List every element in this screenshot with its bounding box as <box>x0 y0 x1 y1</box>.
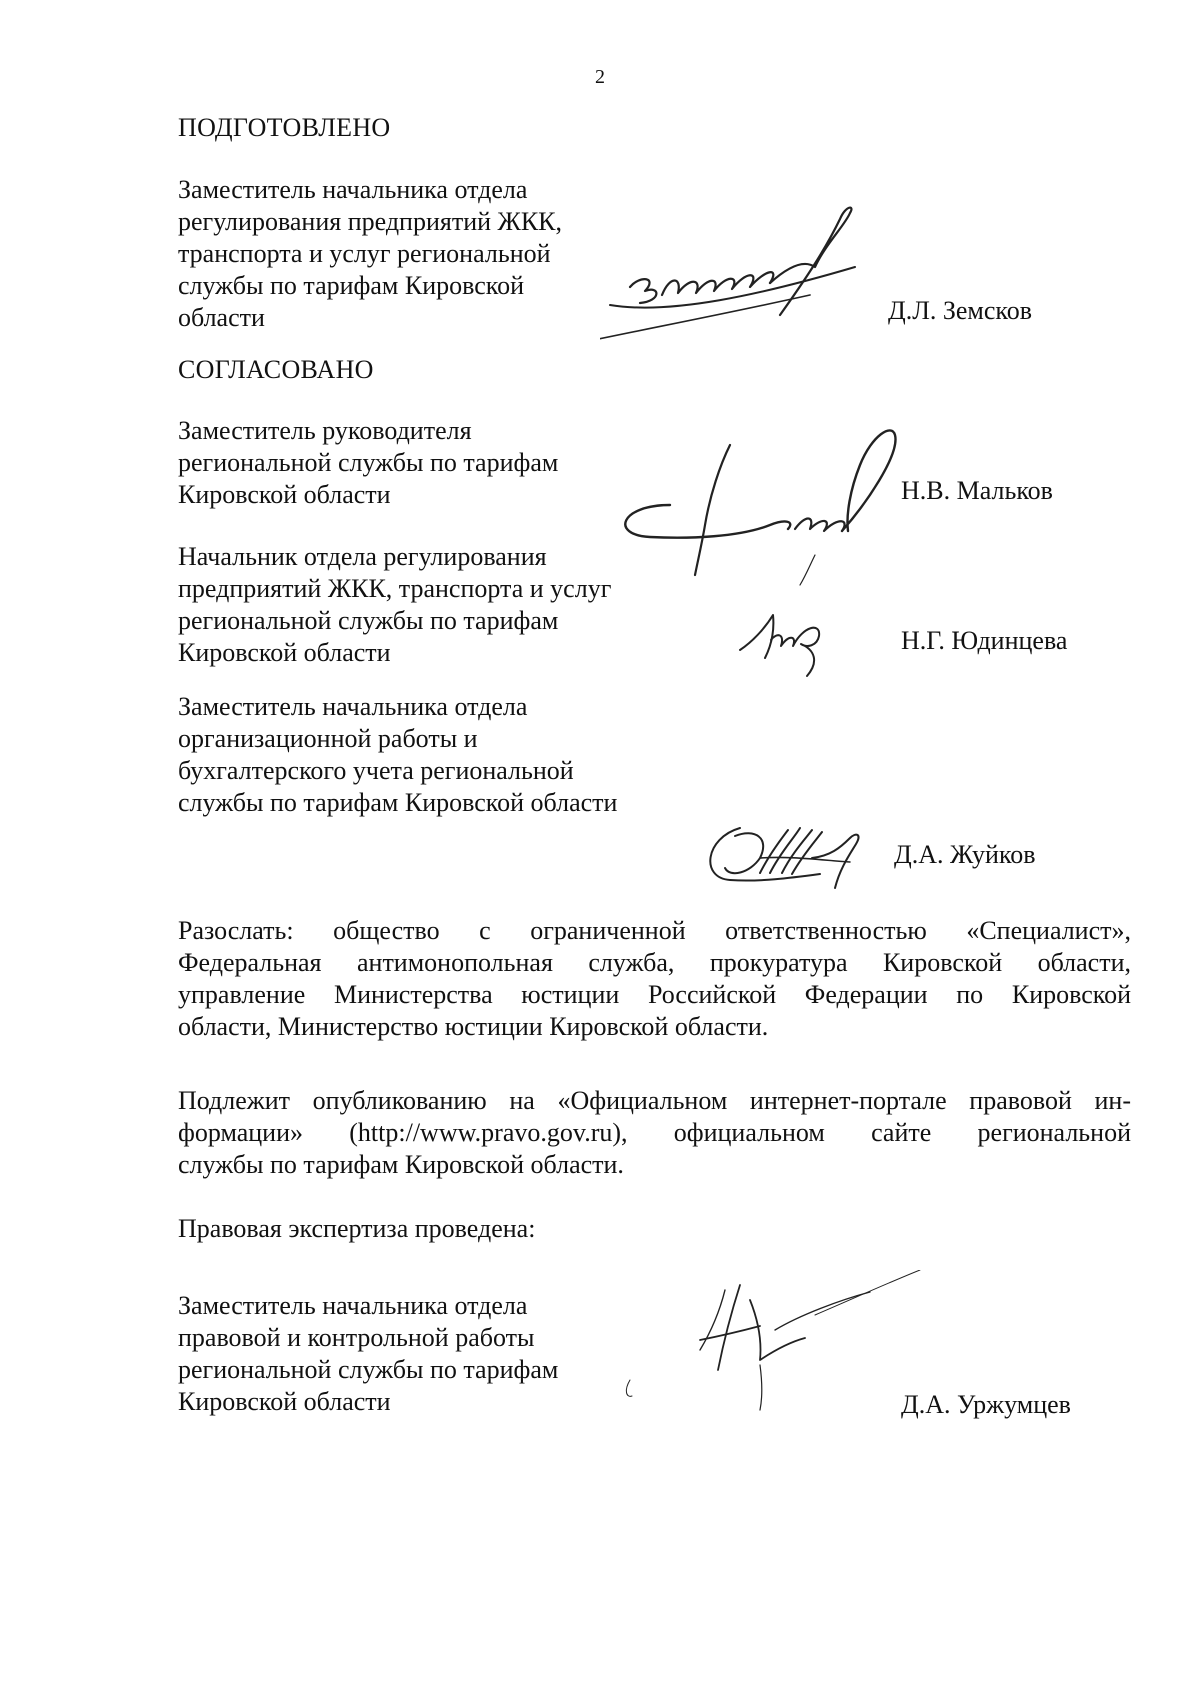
position-line: службы по тарифам Кировской области <box>178 788 618 817</box>
signature-malkov <box>610 425 910 595</box>
position-line: региональной службы по тарифам <box>178 448 559 477</box>
signature-zhuykov <box>700 818 910 903</box>
signer-name: Н.Г. Юдинцева <box>901 626 1068 655</box>
position-line: предприятий ЖКК, транспорта и услуг <box>178 574 612 603</box>
prepared-heading: ПОДГОТОВЛЕНО <box>178 113 391 142</box>
position-line: правовой и контрольной работы <box>178 1323 535 1352</box>
distribution-line: управление Министерства юстиции Российской Федерации по Кировской <box>178 980 1131 1009</box>
publication-line: службы по тарифам Кировской области. <box>178 1150 624 1179</box>
signer-name: Д.А. Жуйков <box>894 840 1036 869</box>
signature-zemskov <box>600 205 910 355</box>
position-line: Кировской области <box>178 638 391 667</box>
agreed-position-2 <box>178 541 611 669</box>
signer-name: Д.Л. Земсков <box>888 296 1033 325</box>
position-line: области <box>178 303 265 332</box>
signature-yudintseva <box>735 610 855 690</box>
signer-name: Д.А. Уржумцев <box>901 1390 1071 1419</box>
agreed-position-3 <box>178 691 617 819</box>
legal-review-heading: Правовая экспертиза проведена: <box>178 1214 536 1243</box>
distribution-list <box>178 915 1131 1043</box>
publication-line: Подлежит опубликованию на «Официальном интернет-портале правовой ин- <box>178 1086 1131 1115</box>
position-line: региональной службы по тарифам <box>178 606 559 635</box>
page-number: 2 <box>595 66 605 88</box>
position-line: Заместитель начальника отдела <box>178 175 528 204</box>
position-line: Заместитель руководителя <box>178 416 472 445</box>
distribution-line: Разослать: общество с ограниченной ответственностью «Специалист», <box>178 916 1131 945</box>
position-line: Кировской области <box>178 480 391 509</box>
distribution-line: Федеральная антимонопольная служба, прокуратура Кировской области, <box>178 948 1131 977</box>
position-line: Начальник отдела регулирования <box>178 542 547 571</box>
agreed-heading: СОГЛАСОВАНО <box>178 355 374 384</box>
signer-name: Н.В. Мальков <box>901 476 1053 505</box>
agreed-position-1 <box>178 415 558 511</box>
legal-review-position <box>178 1290 558 1418</box>
position-line: организационной работы и <box>178 724 478 753</box>
position-line: Заместитель начальника отдела <box>178 1291 528 1320</box>
publication-line: формации» (http://www.pravo.gov.ru), официальном сайте региональной <box>178 1118 1131 1147</box>
prepared-position <box>178 174 562 334</box>
position-line: транспорта и услуг региональной <box>178 239 551 268</box>
position-line: регулирования предприятий ЖКК, <box>178 207 563 236</box>
position-line: Кировской области <box>178 1387 391 1416</box>
position-line: Заместитель начальника отдела <box>178 692 528 721</box>
position-line: бухгалтерского учета региональной <box>178 756 574 785</box>
position-line: региональной службы по тарифам <box>178 1355 559 1384</box>
signature-urzhumtsev <box>600 1270 930 1420</box>
distribution-line: области, Министерство юстиции Кировской области. <box>178 1012 769 1041</box>
position-line: службы по тарифам Кировской <box>178 271 525 300</box>
publication-note <box>178 1085 1131 1181</box>
